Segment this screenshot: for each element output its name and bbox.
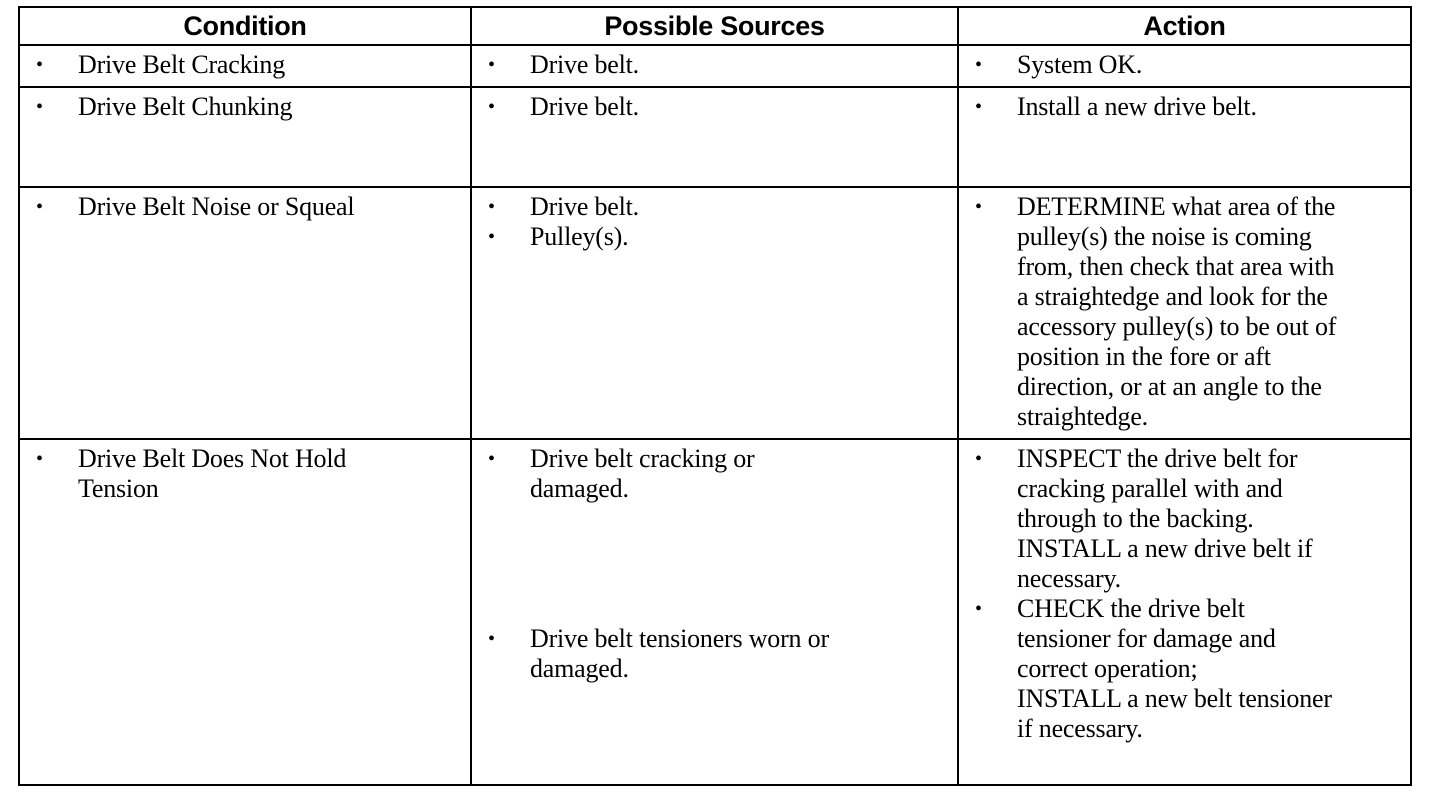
action-item: • Install a new drive belt. <box>975 92 1257 121</box>
action-item: • System OK. <box>975 50 1143 79</box>
bullet-icon: • <box>36 448 43 470</box>
table-row <box>19 187 1411 439</box>
bullet-icon: • <box>975 54 982 76</box>
bullet-icon: • <box>975 448 982 470</box>
bullet-icon: • <box>488 54 495 76</box>
table-row <box>19 87 1411 187</box>
bullet-icon: • <box>975 196 982 218</box>
condition-item: • Drive Belt Does Not Hold Tension <box>36 444 347 503</box>
action-cell <box>958 87 1411 187</box>
source-item: • Drive belt cracking or damaged. <box>488 444 755 503</box>
action-item: • INSPECT the drive belt for cracking parallel with and through to the backing. INSTALL a new drive belt if necessary. <box>975 444 1313 593</box>
condition-cell <box>19 439 471 785</box>
header-action: Action <box>958 7 1411 45</box>
bullet-icon: • <box>975 96 982 118</box>
condition-cell <box>19 187 471 439</box>
source-item: • Drive belt tensioners worn or damaged. <box>488 624 829 683</box>
table-row <box>19 439 1411 785</box>
source-item: • Drive belt. <box>488 192 639 221</box>
sources-cell <box>471 187 958 439</box>
table-row <box>19 45 1411 87</box>
action-cell <box>958 45 1411 87</box>
action-cell <box>958 187 1411 439</box>
sources-cell <box>471 439 958 785</box>
bullet-icon: • <box>36 196 43 218</box>
bullet-icon: • <box>488 96 495 118</box>
action-item: • CHECK the drive belt tensioner for damage and correct operation; INSTALL a new belt tensioner if necessary. <box>975 594 1332 743</box>
action-item: • DETERMINE what area of the pulley(s) the noise is coming from, then check that area with a straightedge and look for the accessory pulley(s) to be out of position in the fore or aft direction, or at an angle to the straightedge. <box>975 192 1337 431</box>
header-row <box>19 7 1411 45</box>
condition-cell <box>19 87 471 187</box>
header-possible-sources: Possible Sources <box>471 7 958 45</box>
bullet-icon: • <box>975 598 982 620</box>
bullet-icon: • <box>36 96 43 118</box>
condition-cell <box>19 45 471 87</box>
bullet-icon: • <box>488 226 495 248</box>
source-item: • Drive belt. <box>488 50 639 79</box>
action-cell <box>958 439 1411 785</box>
header-condition: Condition <box>19 7 471 45</box>
diagnosis-table <box>18 6 1412 786</box>
bullet-icon: • <box>488 628 495 650</box>
source-item: • Drive belt. <box>488 92 639 121</box>
condition-item: • Drive Belt Noise or Squeal <box>36 192 355 221</box>
sources-cell <box>471 87 958 187</box>
bullet-icon: • <box>36 54 43 76</box>
source-item: • Pulley(s). <box>488 222 629 251</box>
bullet-icon: • <box>488 196 495 218</box>
sources-cell <box>471 45 958 87</box>
bullet-icon: • <box>488 448 495 470</box>
condition-item: • Drive Belt Cracking <box>36 50 286 79</box>
condition-item: • Drive Belt Chunking <box>36 92 293 121</box>
